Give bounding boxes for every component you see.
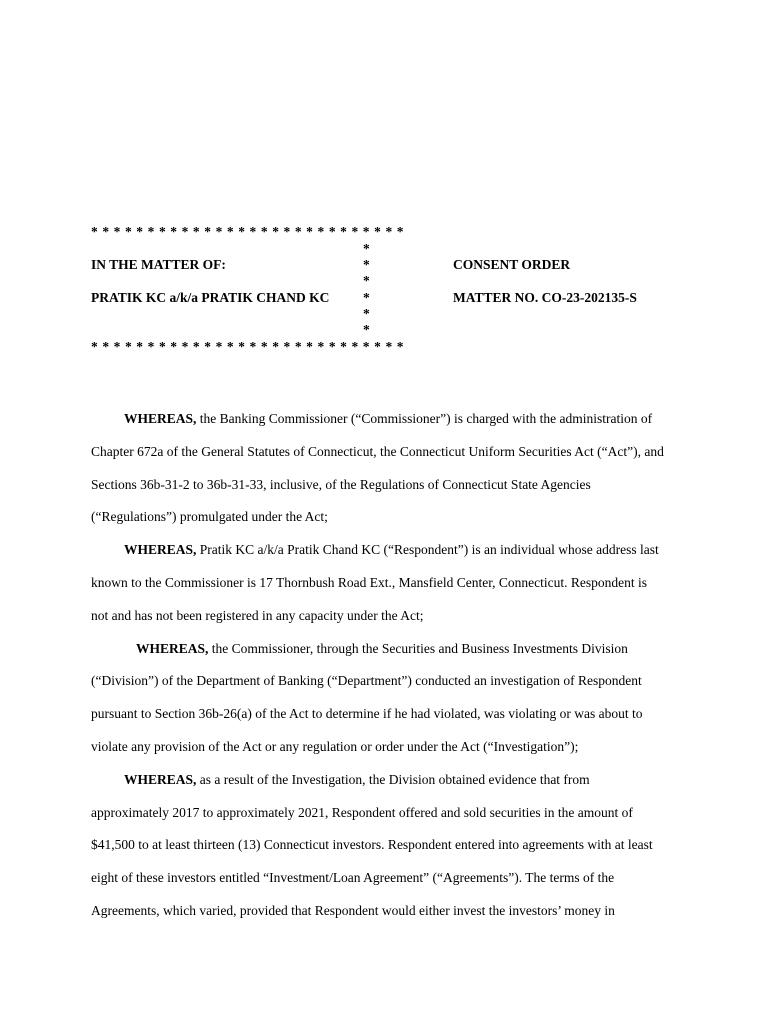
- caption-row-blank-2: [91, 273, 691, 289]
- paragraph-line: (“Regulations”) promulgated under the Act;: [91, 509, 328, 525]
- paragraph-line: the Commissioner, through the Securities and Business Investments Division: [208, 640, 628, 656]
- whereas-paragraph-1: [91, 403, 686, 534]
- caption-star: *: [363, 290, 370, 305]
- in-the-matter-of-label: IN THE MATTER OF:: [91, 257, 226, 272]
- paragraph-line: approximately 2017 to approximately 2021, Respondent offered and sold securities in the amount of: [91, 804, 633, 820]
- paragraph-line: violate any provision of the Act or any regulation or order under the Act (“Investigation”);: [91, 738, 579, 754]
- caption-row-respondent: [91, 290, 691, 306]
- whereas-paragraph-4: [91, 764, 686, 928]
- paragraph-line: known to the Commissioner is 17 Thornbush Road Ext., Mansfield Center, Connecticut. Respondent is: [91, 574, 648, 590]
- paragraph-line: the Banking Commissioner (“Commissioner”) is charged with the administration of: [196, 411, 653, 426]
- caption-star: *: [363, 273, 370, 288]
- paragraph-line: as a result of the Investigation, the Division obtained evidence that from: [196, 771, 590, 787]
- whereas-paragraph-2: [91, 534, 686, 632]
- paragraph-line: Agreements, which varied, provided that Respondent would either invest the investors’ money in: [91, 902, 615, 918]
- whereas-paragraph-3: [91, 633, 686, 764]
- document-type-title: CONSENT ORDER: [453, 257, 571, 272]
- respondent-name: PRATIK KC a/k/a PRATIK CHAND KC: [91, 290, 330, 305]
- caption-star: *: [363, 322, 370, 337]
- paragraph-line: not and has not been registered in any capacity under the Act;: [91, 607, 424, 623]
- paragraph-line: Pratik KC a/k/a Pratik Chand KC (“Respondent”) is an individual whose address last: [196, 542, 659, 558]
- caption-row-blank-4: [91, 322, 691, 338]
- whereas-lead: WHEREAS,: [124, 771, 197, 787]
- paragraph-line: eight of these investors entitled “Investment/Loan Agreement” (“Agreements”). The terms of the: [91, 870, 615, 886]
- caption-star: *: [363, 241, 370, 256]
- paragraph-line: Sections 36b-31-2 to 36b-31-33, inclusive, of the Regulations of Connecticut State Agencies: [91, 476, 591, 492]
- paragraph-line: $41,500 to at least thirteen (13) Connecticut investors. Respondent entered into agreements with at least: [91, 837, 653, 853]
- caption-star-rule-bottom: * * * * * * * * * * * * * * * * * * * * * * * * * * * *: [91, 339, 405, 354]
- paragraph-line: Chapter 672a of the General Statutes of Connecticut, the Connecticut Uniform Securities Act (“Act”), and: [91, 443, 664, 459]
- caption-row-matter: [91, 257, 691, 273]
- caption-row-blank-1: [91, 241, 691, 257]
- document-body: [91, 403, 686, 928]
- paragraph-line: pursuant to Section 36b-26(a) of the Act to determine if he had violated, was violating or was about to: [91, 706, 643, 722]
- caption-row-blank-3: [91, 306, 691, 322]
- caption-star-rule-top: * * * * * * * * * * * * * * * * * * * * * * * * * * * *: [91, 224, 405, 239]
- whereas-lead: WHEREAS,: [124, 411, 197, 426]
- caption-star: *: [363, 306, 370, 321]
- paragraph-line: (“Division”) of the Department of Banking (“Department”) conducted an investigation of Respondent: [91, 673, 642, 689]
- whereas-lead: WHEREAS,: [136, 640, 209, 656]
- whereas-lead: WHEREAS,: [124, 542, 197, 558]
- matter-number: MATTER NO. CO-23-202135-S: [453, 290, 637, 305]
- caption-star: *: [363, 257, 370, 272]
